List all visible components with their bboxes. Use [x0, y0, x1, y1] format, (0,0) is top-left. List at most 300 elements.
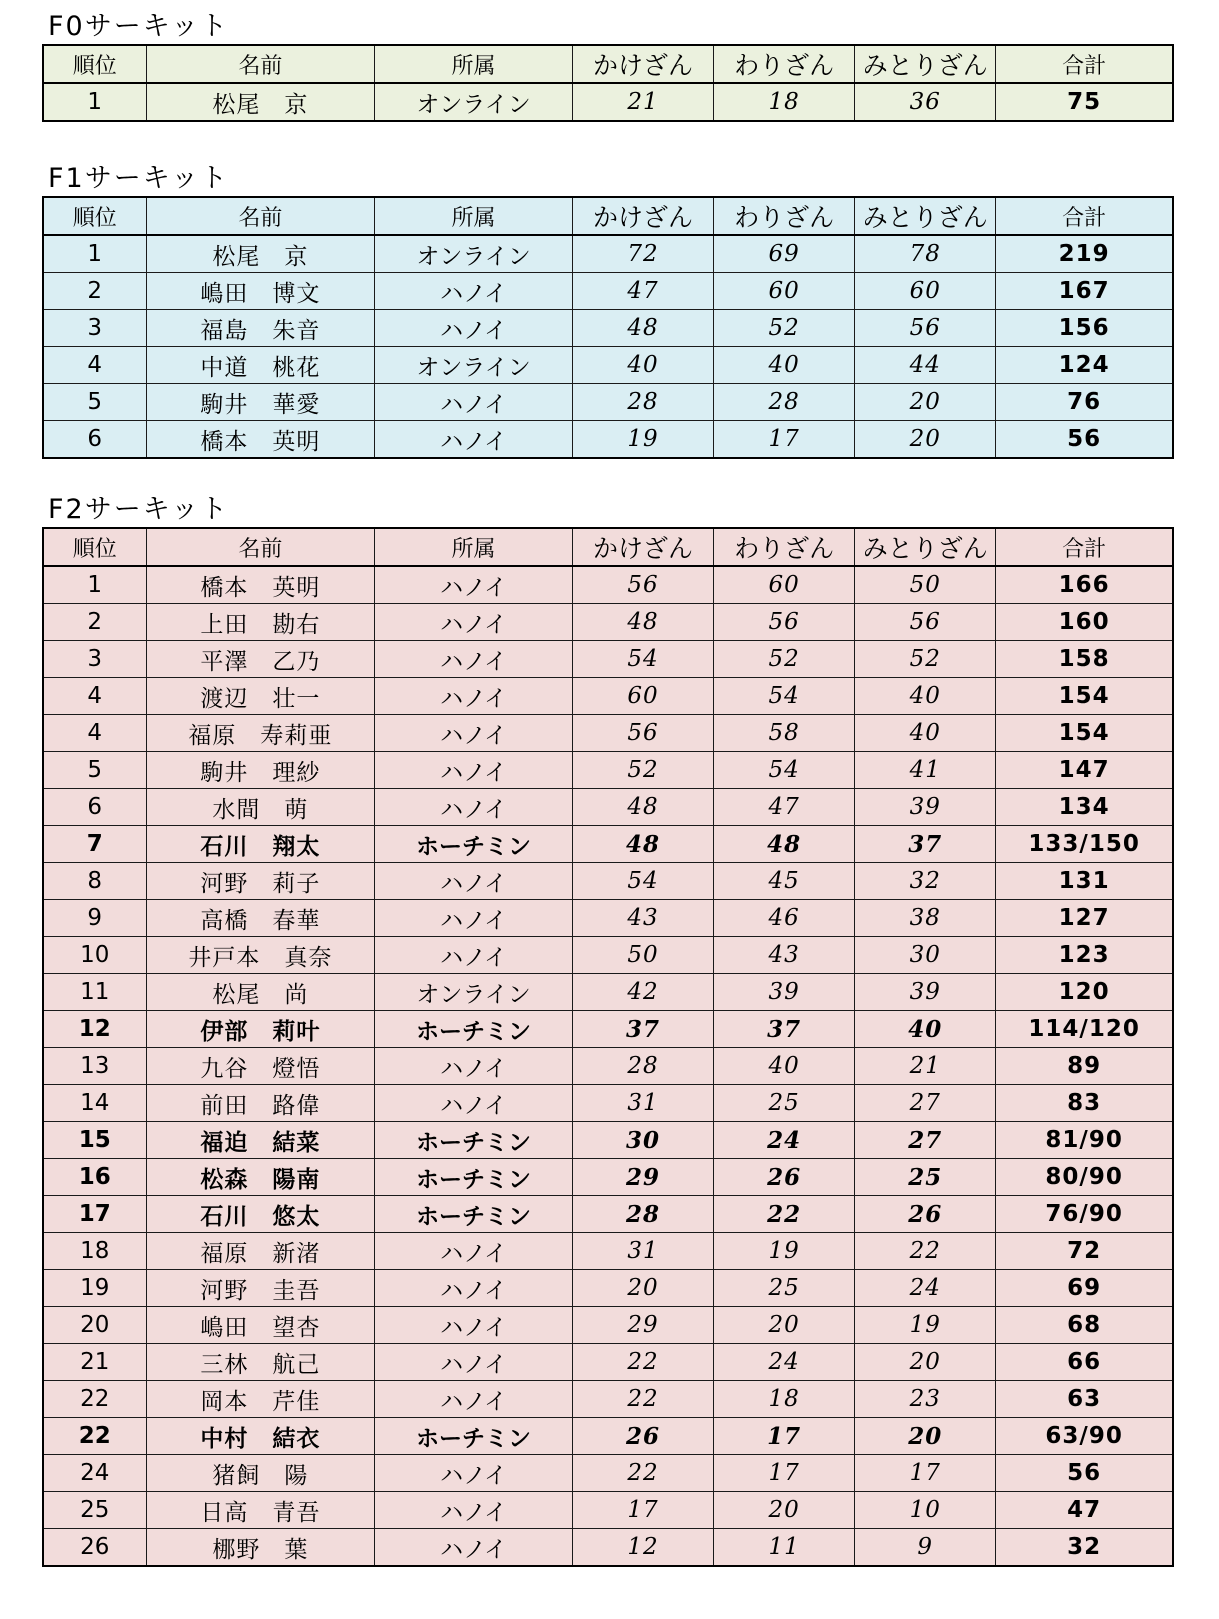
affiliation-cell: ハノイ [375, 310, 573, 347]
header-name: 名前 [146, 528, 375, 566]
total-score-cell: 114/120 [996, 1011, 1173, 1048]
table-row [43, 1233, 1173, 1270]
total-score-cell: 63/90 [996, 1418, 1173, 1455]
warizan-score-cell: 54 [714, 678, 855, 715]
mitorizan-score-cell: 40 [855, 1011, 996, 1048]
warizan-score-cell: 56 [714, 604, 855, 641]
mitorizan-score-cell: 36 [855, 83, 996, 121]
mitorizan-score-cell: 39 [855, 789, 996, 826]
results-table-f0 [42, 44, 1174, 122]
table-row [43, 1381, 1173, 1418]
mitorizan-score-cell: 56 [855, 604, 996, 641]
kakezan-score-cell: 54 [572, 863, 713, 900]
rank-cell: 4 [43, 678, 146, 715]
mitorizan-score-cell: 27 [855, 1085, 996, 1122]
header-total: 合計 [996, 45, 1173, 83]
name-cell: 福迫 結菜 [146, 1122, 375, 1159]
header-rank: 順位 [43, 197, 146, 235]
rank-cell: 4 [43, 715, 146, 752]
rank-cell: 6 [43, 789, 146, 826]
total-score-cell: 120 [996, 974, 1173, 1011]
mitorizan-score-cell: 25 [855, 1159, 996, 1196]
total-score-cell: 81/90 [996, 1122, 1173, 1159]
warizan-score-cell: 28 [714, 384, 855, 421]
total-score-cell: 219 [996, 235, 1173, 273]
table-row [43, 384, 1173, 421]
rank-cell: 16 [43, 1159, 146, 1196]
warizan-score-cell: 20 [714, 1492, 855, 1529]
kakezan-score-cell: 30 [572, 1122, 713, 1159]
table-row [43, 1085, 1173, 1122]
rank-cell: 20 [43, 1307, 146, 1344]
affiliation-cell: オンライン [375, 235, 573, 273]
mitorizan-score-cell: 30 [855, 937, 996, 974]
table-row [43, 1418, 1173, 1455]
warizan-score-cell: 46 [714, 900, 855, 937]
name-cell: 石川 翔太 [146, 826, 375, 863]
warizan-score-cell: 18 [714, 83, 855, 121]
kakezan-score-cell: 52 [572, 752, 713, 789]
affiliation-cell: ホーチミン [375, 826, 573, 863]
header-row [43, 528, 1173, 566]
name-cell: 上田 勘右 [146, 604, 375, 641]
kakezan-score-cell: 28 [572, 1048, 713, 1085]
table-row [43, 566, 1173, 604]
name-cell: 駒井 華愛 [146, 384, 375, 421]
affiliation-cell: ハノイ [375, 752, 573, 789]
mitorizan-score-cell: 38 [855, 900, 996, 937]
name-cell: 福原 新渚 [146, 1233, 375, 1270]
table-row [43, 1122, 1173, 1159]
table-row [43, 1011, 1173, 1048]
name-cell: 河野 莉子 [146, 863, 375, 900]
mitorizan-score-cell: 41 [855, 752, 996, 789]
kakezan-score-cell: 20 [572, 1270, 713, 1307]
warizan-score-cell: 11 [714, 1529, 855, 1567]
name-cell: 橋本 英明 [146, 566, 375, 604]
warizan-score-cell: 47 [714, 789, 855, 826]
mitorizan-score-cell: 56 [855, 310, 996, 347]
table-row [43, 273, 1173, 310]
header-name: 名前 [146, 45, 375, 83]
kakezan-score-cell: 56 [572, 715, 713, 752]
affiliation-cell: ハノイ [375, 1492, 573, 1529]
affiliation-cell: ハノイ [375, 566, 573, 604]
total-score-cell: 154 [996, 715, 1173, 752]
rank-cell: 17 [43, 1196, 146, 1233]
total-score-cell: 56 [996, 421, 1173, 459]
table-row [43, 604, 1173, 641]
total-score-cell: 167 [996, 273, 1173, 310]
kakezan-score-cell: 48 [572, 789, 713, 826]
warizan-score-cell: 45 [714, 863, 855, 900]
name-cell: 平澤 乙乃 [146, 641, 375, 678]
affiliation-cell: ホーチミン [375, 1122, 573, 1159]
total-score-cell: 133/150 [996, 826, 1173, 863]
mitorizan-score-cell: 24 [855, 1270, 996, 1307]
name-cell: 梛野 葉 [146, 1529, 375, 1567]
header-warizan: わりざん [714, 45, 855, 83]
affiliation-cell: ハノイ [375, 900, 573, 937]
affiliation-cell: ホーチミン [375, 1011, 573, 1048]
name-cell: 嶋田 望杏 [146, 1307, 375, 1344]
kakezan-score-cell: 47 [572, 273, 713, 310]
mitorizan-score-cell: 20 [855, 1344, 996, 1381]
rank-cell: 7 [43, 826, 146, 863]
total-score-cell: 131 [996, 863, 1173, 900]
rank-cell: 15 [43, 1122, 146, 1159]
warizan-score-cell: 26 [714, 1159, 855, 1196]
total-score-cell: 156 [996, 310, 1173, 347]
total-score-cell: 124 [996, 347, 1173, 384]
kakezan-score-cell: 22 [572, 1455, 713, 1492]
total-score-cell: 83 [996, 1085, 1173, 1122]
total-score-cell: 158 [996, 641, 1173, 678]
header-mitorizan: みとりざん [855, 45, 996, 83]
header-name: 名前 [146, 197, 375, 235]
table-row [43, 1196, 1173, 1233]
rank-cell: 5 [43, 384, 146, 421]
table-row [43, 235, 1173, 273]
affiliation-cell: ハノイ [375, 678, 573, 715]
mitorizan-score-cell: 40 [855, 678, 996, 715]
name-cell: 九谷 燈悟 [146, 1048, 375, 1085]
affiliation-cell: ハノイ [375, 1529, 573, 1567]
header-row [43, 45, 1173, 83]
affiliation-cell: ホーチミン [375, 1196, 573, 1233]
header-kakezan: かけざん [572, 197, 713, 235]
affiliation-cell: ハノイ [375, 1085, 573, 1122]
total-score-cell: 68 [996, 1307, 1173, 1344]
header-total: 合計 [996, 197, 1173, 235]
total-score-cell: 160 [996, 604, 1173, 641]
name-cell: 松尾 京 [146, 83, 375, 121]
mitorizan-score-cell: 27 [855, 1122, 996, 1159]
section-title-f1: F1サーキット [48, 163, 230, 194]
name-cell: 福原 寿莉亜 [146, 715, 375, 752]
table-row [43, 1048, 1173, 1085]
kakezan-score-cell: 29 [572, 1159, 713, 1196]
total-score-cell: 127 [996, 900, 1173, 937]
kakezan-score-cell: 29 [572, 1307, 713, 1344]
mitorizan-score-cell: 78 [855, 235, 996, 273]
warizan-score-cell: 25 [714, 1270, 855, 1307]
affiliation-cell: ホーチミン [375, 1159, 573, 1196]
table-row [43, 310, 1173, 347]
warizan-score-cell: 17 [714, 421, 855, 459]
table-row [43, 900, 1173, 937]
affiliation-cell: オンライン [375, 83, 573, 121]
affiliation-cell: ホーチミン [375, 1418, 573, 1455]
rank-cell: 8 [43, 863, 146, 900]
table-row [43, 1270, 1173, 1307]
affiliation-cell: ハノイ [375, 1455, 573, 1492]
mitorizan-score-cell: 9 [855, 1529, 996, 1567]
affiliation-cell: ハノイ [375, 1048, 573, 1085]
total-score-cell: 66 [996, 1344, 1173, 1381]
rank-cell: 1 [43, 83, 146, 121]
warizan-score-cell: 24 [714, 1344, 855, 1381]
affiliation-cell: ハノイ [375, 604, 573, 641]
total-score-cell: 47 [996, 1492, 1173, 1529]
affiliation-cell: ハノイ [375, 1344, 573, 1381]
table-row [43, 752, 1173, 789]
total-score-cell: 69 [996, 1270, 1173, 1307]
warizan-score-cell: 17 [714, 1455, 855, 1492]
header-rank: 順位 [43, 528, 146, 566]
rank-cell: 3 [43, 641, 146, 678]
rank-cell: 21 [43, 1344, 146, 1381]
affiliation-cell: ハノイ [375, 273, 573, 310]
header-rank: 順位 [43, 45, 146, 83]
table-row [43, 1455, 1173, 1492]
name-cell: 日高 青吾 [146, 1492, 375, 1529]
warizan-score-cell: 52 [714, 641, 855, 678]
warizan-score-cell: 18 [714, 1381, 855, 1418]
total-score-cell: 154 [996, 678, 1173, 715]
rank-cell: 10 [43, 937, 146, 974]
table-row [43, 641, 1173, 678]
total-score-cell: 89 [996, 1048, 1173, 1085]
rank-cell: 12 [43, 1011, 146, 1048]
mitorizan-score-cell: 19 [855, 1307, 996, 1344]
name-cell: 福島 朱音 [146, 310, 375, 347]
name-cell: 井戸本 真奈 [146, 937, 375, 974]
results-table-f2 [42, 527, 1174, 1567]
warizan-score-cell: 54 [714, 752, 855, 789]
rank-cell: 26 [43, 1529, 146, 1567]
warizan-score-cell: 25 [714, 1085, 855, 1122]
affiliation-cell: ハノイ [375, 863, 573, 900]
name-cell: 前田 路偉 [146, 1085, 375, 1122]
header-affiliation: 所属 [375, 45, 573, 83]
mitorizan-score-cell: 37 [855, 826, 996, 863]
section-title-f0: F0サーキット [48, 11, 230, 42]
affiliation-cell: ハノイ [375, 1381, 573, 1418]
total-score-cell: 123 [996, 937, 1173, 974]
table-row [43, 1307, 1173, 1344]
mitorizan-score-cell: 50 [855, 566, 996, 604]
kakezan-score-cell: 48 [572, 604, 713, 641]
table-row [43, 421, 1173, 459]
rank-cell: 2 [43, 604, 146, 641]
affiliation-cell: ハノイ [375, 384, 573, 421]
header-affiliation: 所属 [375, 197, 573, 235]
total-score-cell: 56 [996, 1455, 1173, 1492]
kakezan-score-cell: 19 [572, 421, 713, 459]
total-score-cell: 76/90 [996, 1196, 1173, 1233]
kakezan-score-cell: 31 [572, 1085, 713, 1122]
total-score-cell: 63 [996, 1381, 1173, 1418]
mitorizan-score-cell: 60 [855, 273, 996, 310]
name-cell: 嶋田 博文 [146, 273, 375, 310]
mitorizan-score-cell: 20 [855, 421, 996, 459]
warizan-score-cell: 40 [714, 1048, 855, 1085]
rank-cell: 2 [43, 273, 146, 310]
name-cell: 松森 陽南 [146, 1159, 375, 1196]
mitorizan-score-cell: 26 [855, 1196, 996, 1233]
kakezan-score-cell: 22 [572, 1381, 713, 1418]
table-row [43, 1344, 1173, 1381]
kakezan-score-cell: 40 [572, 347, 713, 384]
warizan-score-cell: 20 [714, 1307, 855, 1344]
name-cell: 伊部 莉叶 [146, 1011, 375, 1048]
kakezan-score-cell: 28 [572, 1196, 713, 1233]
table-row [43, 347, 1173, 384]
rank-cell: 18 [43, 1233, 146, 1270]
rank-cell: 22 [43, 1381, 146, 1418]
kakezan-score-cell: 56 [572, 566, 713, 604]
header-warizan: わりざん [714, 528, 855, 566]
kakezan-score-cell: 72 [572, 235, 713, 273]
warizan-score-cell: 39 [714, 974, 855, 1011]
mitorizan-score-cell: 17 [855, 1455, 996, 1492]
total-score-cell: 80/90 [996, 1159, 1173, 1196]
name-cell: 橋本 英明 [146, 421, 375, 459]
name-cell: 河野 圭吾 [146, 1270, 375, 1307]
table-row [43, 678, 1173, 715]
header-row [43, 197, 1173, 235]
kakezan-score-cell: 12 [572, 1529, 713, 1567]
affiliation-cell: ハノイ [375, 1307, 573, 1344]
warizan-score-cell: 43 [714, 937, 855, 974]
mitorizan-score-cell: 44 [855, 347, 996, 384]
affiliation-cell: ハノイ [375, 789, 573, 826]
affiliation-cell: オンライン [375, 347, 573, 384]
name-cell: 駒井 理紗 [146, 752, 375, 789]
mitorizan-score-cell: 23 [855, 1381, 996, 1418]
table-row [43, 1159, 1173, 1196]
kakezan-score-cell: 60 [572, 678, 713, 715]
kakezan-score-cell: 26 [572, 1418, 713, 1455]
table-row [43, 789, 1173, 826]
total-score-cell: 75 [996, 83, 1173, 121]
header-total: 合計 [996, 528, 1173, 566]
name-cell: 中村 結衣 [146, 1418, 375, 1455]
table-row [43, 863, 1173, 900]
rank-cell: 11 [43, 974, 146, 1011]
kakezan-score-cell: 31 [572, 1233, 713, 1270]
rank-cell: 19 [43, 1270, 146, 1307]
table-row [43, 83, 1173, 121]
rank-cell: 1 [43, 566, 146, 604]
rank-cell: 6 [43, 421, 146, 459]
name-cell: 三林 航己 [146, 1344, 375, 1381]
table-row [43, 974, 1173, 1011]
kakezan-score-cell: 42 [572, 974, 713, 1011]
rank-cell: 5 [43, 752, 146, 789]
name-cell: 渡辺 壮一 [146, 678, 375, 715]
name-cell: 石川 悠太 [146, 1196, 375, 1233]
affiliation-cell: ハノイ [375, 937, 573, 974]
affiliation-cell: ハノイ [375, 715, 573, 752]
mitorizan-score-cell: 52 [855, 641, 996, 678]
kakezan-score-cell: 28 [572, 384, 713, 421]
header-affiliation: 所属 [375, 528, 573, 566]
warizan-score-cell: 58 [714, 715, 855, 752]
table-row [43, 826, 1173, 863]
rank-cell: 3 [43, 310, 146, 347]
kakezan-score-cell: 48 [572, 310, 713, 347]
warizan-score-cell: 60 [714, 273, 855, 310]
table-row [43, 937, 1173, 974]
affiliation-cell: ハノイ [375, 1233, 573, 1270]
kakezan-score-cell: 37 [572, 1011, 713, 1048]
header-kakezan: かけざん [572, 45, 713, 83]
name-cell: 猪飼 陽 [146, 1455, 375, 1492]
affiliation-cell: オンライン [375, 974, 573, 1011]
mitorizan-score-cell: 10 [855, 1492, 996, 1529]
warizan-score-cell: 24 [714, 1122, 855, 1159]
mitorizan-score-cell: 22 [855, 1233, 996, 1270]
rank-cell: 24 [43, 1455, 146, 1492]
warizan-score-cell: 37 [714, 1011, 855, 1048]
header-mitorizan: みとりざん [855, 528, 996, 566]
affiliation-cell: ハノイ [375, 1270, 573, 1307]
warizan-score-cell: 60 [714, 566, 855, 604]
total-score-cell: 166 [996, 566, 1173, 604]
mitorizan-score-cell: 21 [855, 1048, 996, 1085]
total-score-cell: 72 [996, 1233, 1173, 1270]
name-cell: 中道 桃花 [146, 347, 375, 384]
name-cell: 松尾 尚 [146, 974, 375, 1011]
warizan-score-cell: 48 [714, 826, 855, 863]
rank-cell: 1 [43, 235, 146, 273]
table-row [43, 1492, 1173, 1529]
total-score-cell: 147 [996, 752, 1173, 789]
kakezan-score-cell: 54 [572, 641, 713, 678]
name-cell: 松尾 京 [146, 235, 375, 273]
rank-cell: 25 [43, 1492, 146, 1529]
rank-cell: 13 [43, 1048, 146, 1085]
kakezan-score-cell: 21 [572, 83, 713, 121]
affiliation-cell: ハノイ [375, 641, 573, 678]
mitorizan-score-cell: 39 [855, 974, 996, 1011]
warizan-score-cell: 40 [714, 347, 855, 384]
table-row [43, 715, 1173, 752]
kakezan-score-cell: 43 [572, 900, 713, 937]
kakezan-score-cell: 22 [572, 1344, 713, 1381]
affiliation-cell: ハノイ [375, 421, 573, 459]
header-warizan: わりざん [714, 197, 855, 235]
table-row [43, 1529, 1173, 1567]
mitorizan-score-cell: 20 [855, 1418, 996, 1455]
total-score-cell: 32 [996, 1529, 1173, 1567]
header-mitorizan: みとりざん [855, 197, 996, 235]
name-cell: 水間 萌 [146, 789, 375, 826]
total-score-cell: 76 [996, 384, 1173, 421]
results-table-f1 [42, 196, 1174, 459]
rank-cell: 4 [43, 347, 146, 384]
warizan-score-cell: 17 [714, 1418, 855, 1455]
section-title-f2: F2サーキット [48, 494, 230, 525]
kakezan-score-cell: 50 [572, 937, 713, 974]
rank-cell: 14 [43, 1085, 146, 1122]
warizan-score-cell: 22 [714, 1196, 855, 1233]
kakezan-score-cell: 48 [572, 826, 713, 863]
name-cell: 高橋 春華 [146, 900, 375, 937]
name-cell: 岡本 芹佳 [146, 1381, 375, 1418]
mitorizan-score-cell: 20 [855, 384, 996, 421]
mitorizan-score-cell: 32 [855, 863, 996, 900]
warizan-score-cell: 52 [714, 310, 855, 347]
kakezan-score-cell: 17 [572, 1492, 713, 1529]
rank-cell: 9 [43, 900, 146, 937]
mitorizan-score-cell: 40 [855, 715, 996, 752]
warizan-score-cell: 19 [714, 1233, 855, 1270]
total-score-cell: 134 [996, 789, 1173, 826]
rank-cell: 22 [43, 1418, 146, 1455]
